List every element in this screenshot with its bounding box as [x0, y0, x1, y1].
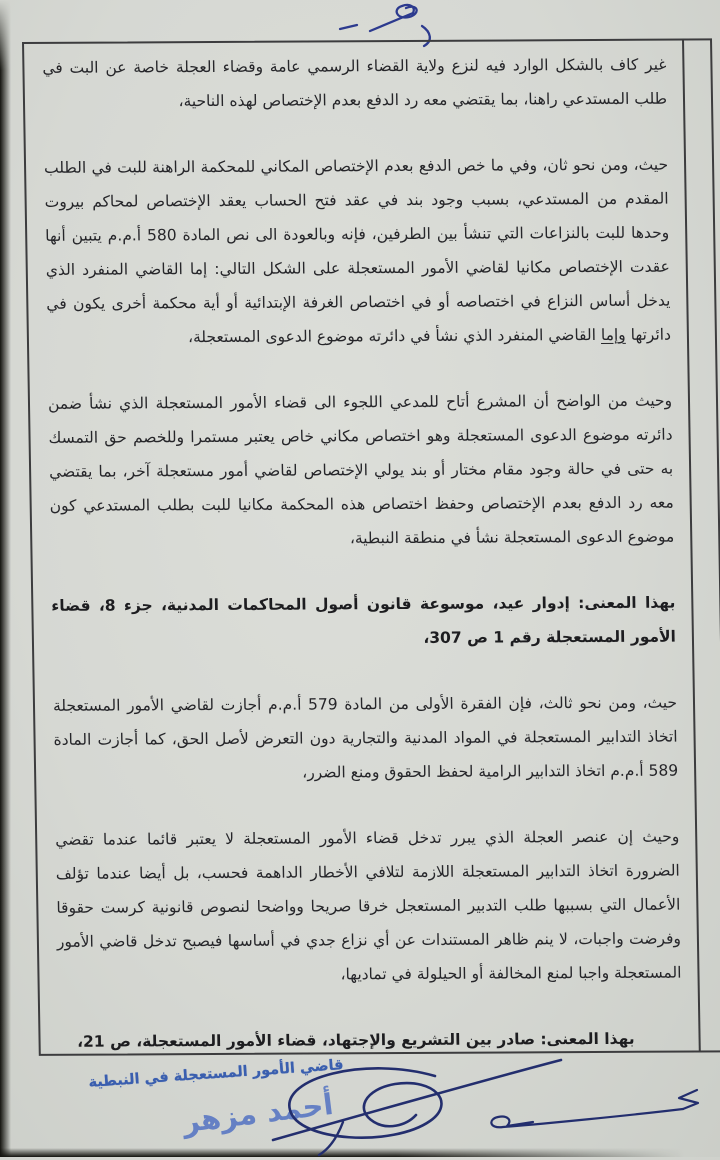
paragraph-articles-579-589: [53, 686, 679, 791]
judge-stamp-title: قاضي الأمور المستعجلة في النبطية: [88, 1057, 344, 1091]
document-page-border: [22, 38, 720, 1056]
paragraph-special-jurisdiction: [48, 384, 675, 557]
photo-edge-bottom: [0, 1148, 720, 1157]
text-segment: بهذا المعنى: صادر بين التشريع والإجتهاد، قضاء الأمور المستعجلة، ص 21،: [76, 1029, 635, 1051]
underlined-word: وإما: [600, 325, 626, 344]
text-segment: حيث، ومن نحو ثالث، فإن الفقرة الأولى من المادة 579 أ.م.م أجازت لقاضي الأمور المستعجلة اتخاذ التدابير المستعجلة في المواد المدنية والتجارية دون التعرض لأصل الحق، كما أجازت المادة 589 أ.م.م اتخاذ التدابير الرامية لحفظ الحقوق ومنع الضرر،: [52, 693, 679, 782]
citation-sader: [58, 1022, 683, 1054]
document-body: [24, 40, 720, 1054]
citation-edouard-eid: [51, 586, 676, 657]
text-segment: بهذا المعنى: إدوار عيد، موسوعة قانون أصول المحاكمات المدنية، جزء 8، قضاء الأمور المستعجلة رقم 1 ص 307،: [51, 593, 677, 647]
text-segment: وحيث إن عنصر العجلة الذي يبرر تدخل قضاء الأمور المستعجلة لا يعتبر قائما عندما تقضي الضرورة اتخاذ التدابير المستعجلة اللازمة لتلافي الأخطار الداهمة فحسب، بل أيضا عندما تؤلف الأعمال التي بسببها طلب التدبير المستعجل خرقا صريحا وواضحا لنصوص قانونية كرست حقوقا وفرضت واجبات، لا ينم ظاهر المستندات عن أي نزاع جدي في أساسها فيصبح تدخل قاضي الأمور المستعجلة واجبا لمنع المخالفة أو الحيلولة في تماديها،: [55, 827, 682, 984]
text-segment: حيث، ومن نحو ثان، وفي ما خص الدفع بعدم الإختصاص المكاني للمحكمة الراهنة للبت في الطلب المقدم من المستدعي، بسبب وجود بند في عقد فتح الحساب يعقد الإختصاص لمحاكم بيروت وحدها للبت بالنزاعات التي تنشأ بين الطرفين، فإنه وبالعودة الى نص المادة 580 أ.م.م يتبين أنها عقدت الإختصاص مكانيا لقاضي الأمور المستعجلة على الشكل التالي: إما القاضي المنفرد الذي يدخل أساس النزاع في اختصاصه أو في اختصاص الغرفة الإبتدائية أو أية محكمة أخرى يكون في دائرتها: [43, 155, 672, 344]
judge-stamp-name: أحمد مزهر: [180, 1086, 336, 1140]
text-segment: غير كاف بالشكل الوارد فيه لنزع ولاية القضاء الرسمي عامة وقضاء العجلة خاصة عن البت في طلب المستدعي راهنا، بما يقتضي معه رد الدفع بعدم الإختصاص لهذه الناحية،: [42, 55, 668, 111]
paragraph-territorial-jurisdiction: [44, 148, 671, 355]
photo-edge-left: [0, 0, 11, 1157]
text-segment: القاضي المنفرد الذي نشأ في دائرته موضوع الدعوى المستعجلة،: [187, 325, 602, 347]
paragraph-jurisdiction-intro: [42, 48, 667, 119]
text-segment: وحيث من الواضح أن المشرع أتاح للمدعي اللجوء الى قضاء الأمور المستعجلة الذي نشأ ضمن دائرته موضوع الدعوى المستعجلة وهو اختصاص مكاني خاص يعتبر مستمرا وللخصم حق التمسك به حتى في حالة وجود مقام مختار أو بند يولي الإختصاص لقاضي أمور مستعجلة آخر، بما يقتضي معه رد الدفع بعدم الإختصاص وحفظ اختصاص هذه المحكمة مكانيا للبت بطلب المستدعي كون موضوع الدعوى المستعجلة نشأ في منطقة النبطية،: [47, 391, 675, 548]
handwritten-initial-icon: [483, 1082, 715, 1134]
paragraph-urgency-element: [55, 820, 682, 993]
